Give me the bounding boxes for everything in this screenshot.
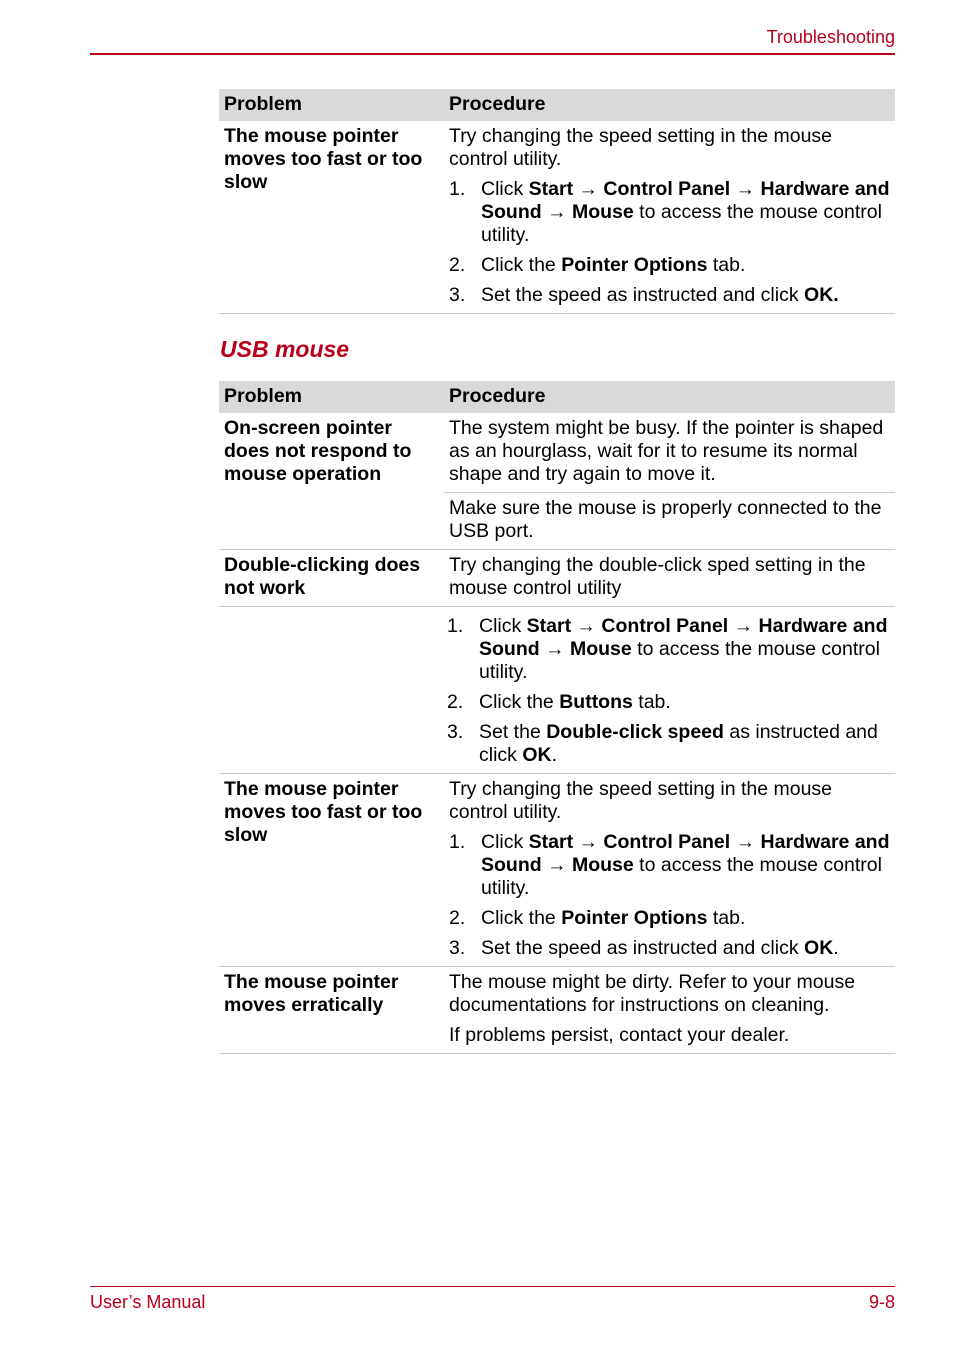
table-row [219,967,895,1054]
list-item: 2. Click the Buttons tab. [447,691,671,713]
list-item: 2. Click the Pointer Options tab. [449,907,746,929]
procedure-cell: Make sure the mouse is properly connected to the USB port. [444,493,895,550]
procedure-cell [444,121,895,314]
list-item: 2. Click the Pointer Options tab. [449,254,746,276]
procedure-cell: The system might be busy. If the pointer is shaped as an hourglass, wait for it to resume its normal shape and try again to move it. [444,413,895,493]
list-item: 3. Set the speed as instructed and click OK. [449,284,839,306]
col-header-problem: Problem [219,381,444,413]
problem-cell: Double-clicking does not work [219,550,444,607]
section-title: USB mouse [220,336,350,362]
procedure-cell: Try changing the double-click sped setting in the mouse control utility [444,550,895,607]
list-item: 1. Click Start → Control Panel → Hardware and Sound → Mouse to access the mouse control utility. [449,178,890,246]
problem-cell: The mouse pointer moves too fast or too slow [219,121,444,314]
step-list [449,831,890,960]
table-row [219,413,895,493]
footer-rule [90,1286,895,1287]
step-list [449,178,890,307]
procedure-text: If problems persist, contact your dealer. [449,1024,790,1046]
procedure-cell [444,967,895,1054]
col-header-problem: Problem [219,89,444,121]
table-row [219,774,895,967]
step-list [447,615,890,767]
procedure-intro: Try changing the speed setting in the mouse control utility. [449,125,833,170]
header-rule [90,53,895,55]
table-row [219,121,895,314]
running-header: Troubleshooting [766,27,895,47]
list-item: 1. Click Start → Control Panel → Hardware and Sound → Mouse to access the mouse control utility. [449,831,890,899]
usb-mouse-table [219,381,895,1054]
page-number: 9-8 [868,1292,895,1312]
list-item: 3. Set the speed as instructed and click OK. [449,937,839,959]
list-item: 1. Click Start → Control Panel → Hardware and Sound → Mouse to access the mouse control utility. [447,615,888,683]
problem-cell-empty [219,607,444,774]
problem-cell: The mouse pointer moves too fast or too slow [219,774,444,967]
list-item: 3. Set the Double-click speed as instructed and click OK. [447,721,878,766]
table-row [219,607,895,774]
procedure-text: The mouse might be dirty. Refer to your mouse documentations for instructions on cleaning. [449,971,856,1016]
col-header-procedure: Procedure [444,89,895,121]
problem-cell: On-screen pointer does not respond to mouse operation [219,413,444,550]
procedure-cell [444,607,895,774]
mouse-table [219,89,895,314]
problem-cell: The mouse pointer moves erratically [219,967,444,1054]
footer-manual-title: User’s Manual [90,1292,206,1312]
procedure-intro: Try changing the speed setting in the mouse control utility. [449,778,833,823]
col-header-procedure: Procedure [444,381,895,413]
procedure-cell [444,774,895,967]
table-row [219,550,895,607]
